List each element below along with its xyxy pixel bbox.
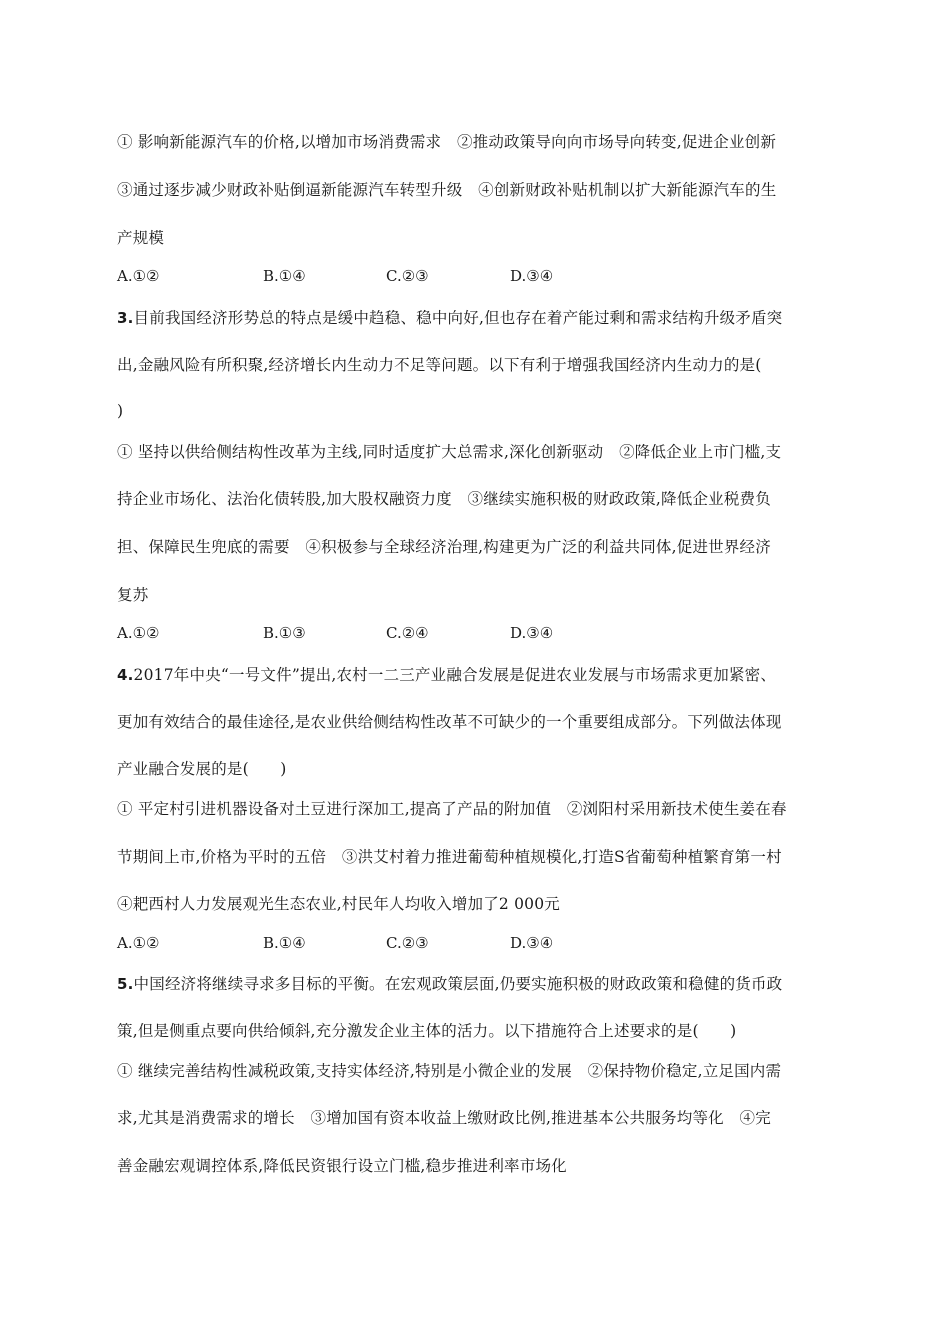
q5-text-1: 中国经济将继续寻求多目标的平衡。在宏观政策层面,仍要实施积极的财政政策和稳健的货币政 <box>133 975 783 993</box>
q4-option-c: C.②③ <box>386 934 429 952</box>
q5-line-4: 求,尤其是消费需求的增长 ③增加国有资本收益上缴财政比例,推进基本公共服务均等化 ④完 <box>117 1109 771 1127</box>
q3-line-3: ) <box>117 402 124 420</box>
q5-line-5: 善金融宏观调控体系,降低民资银行设立门槛,稳步推进利率市场化 <box>117 1157 567 1175</box>
q2-option-a: A.①② <box>117 267 160 285</box>
q3-option-b: B.①③ <box>263 624 306 642</box>
q5-number: 5. <box>117 975 134 993</box>
q3-line-1 <box>117 308 837 328</box>
q2-option-c: C.②③ <box>386 267 429 285</box>
q3-line-7: 复苏 <box>117 586 149 604</box>
q4-line-3: 产业融合发展的是( ) <box>117 760 287 778</box>
q5-line-3: ① 继续完善结构性减税政策,支持实体经济,特别是小微企业的发展 ②保持物价稳定,立足国内需 <box>117 1062 782 1080</box>
q4-line-1 <box>117 665 837 685</box>
q4-number: 4. <box>117 666 134 684</box>
q3-line-5: 持企业市场化、法治化债转股,加大股权融资力度 ③继续实施积极的财政政策,降低企业税费负 <box>117 490 771 508</box>
q5-line-1 <box>117 974 837 994</box>
q3-option-a: A.①② <box>117 624 160 642</box>
q3-text-1: 目前我国经济形势总的特点是缓中趋稳、稳中向好,但也存在着产能过剩和需求结构升级矛盾突 <box>133 309 783 327</box>
q2-line-3: 产规模 <box>117 229 165 247</box>
q3-line-4: ① 坚持以供给侧结构性改革为主线,同时适度扩大总需求,深化创新驱动 ②降低企业上市门槛,支 <box>117 443 782 461</box>
q3-option-c: C.②④ <box>386 624 429 642</box>
q4-option-a: A.①② <box>117 934 160 952</box>
q4-text-1: 2017年中央“一号文件”提出,农村一二三产业融合发展是促进农业发展与市场需求更加紧密、 <box>133 666 777 684</box>
q3-line-6: 担、保障民生兜底的需要 ④积极参与全球经济治理,构建更为广泛的利益共同体,促进世界经济 <box>117 538 771 556</box>
q4-line-4: ① 平定村引进机器设备对土豆进行深加工,提高了产品的附加值 ②浏阳村采用新技术使生姜在春 <box>117 800 787 818</box>
q2-option-b: B.①④ <box>263 267 306 285</box>
q4-line-5: 节期间上市,价格为平时的五倍 ③洪艾村着力推进葡萄种植规模化,打造S省葡萄种植繁育第一村 <box>117 848 782 866</box>
q5-line-2: 策,但是侧重点要向供给倾斜,充分激发企业主体的活力。以下措施符合上述要求的是( ) <box>117 1022 737 1040</box>
q2-line-1: ① 影响新能源汽车的价格,以增加市场消费需求 ②推动政策导向向市场导向转变,促进企业创新 <box>117 133 777 151</box>
q3-option-d: D.③④ <box>510 624 554 642</box>
q2-line-2: ③通过逐步减少财政补贴倒逼新能源汽车转型升级 ④创新财政补贴机制以扩大新能源汽车的生 <box>117 181 777 199</box>
q4-option-d: D.③④ <box>510 934 554 952</box>
q3-line-2: 出,金融风险有所积聚,经济增长内生动力不足等问题。以下有利于增强我国经济内生动力的是( <box>117 356 762 374</box>
q4-line-2: 更加有效结合的最佳途径,是农业供给侧结构性改革不可缺少的一个重要组成部分。下列做法体现 <box>117 713 782 731</box>
q4-option-b: B.①④ <box>263 934 306 952</box>
q2-option-d: D.③④ <box>510 267 554 285</box>
q4-line-6: ④耙西村人力发展观光生态农业,村民年人均收入增加了2 000元 <box>117 895 561 913</box>
q3-number: 3. <box>117 309 134 327</box>
